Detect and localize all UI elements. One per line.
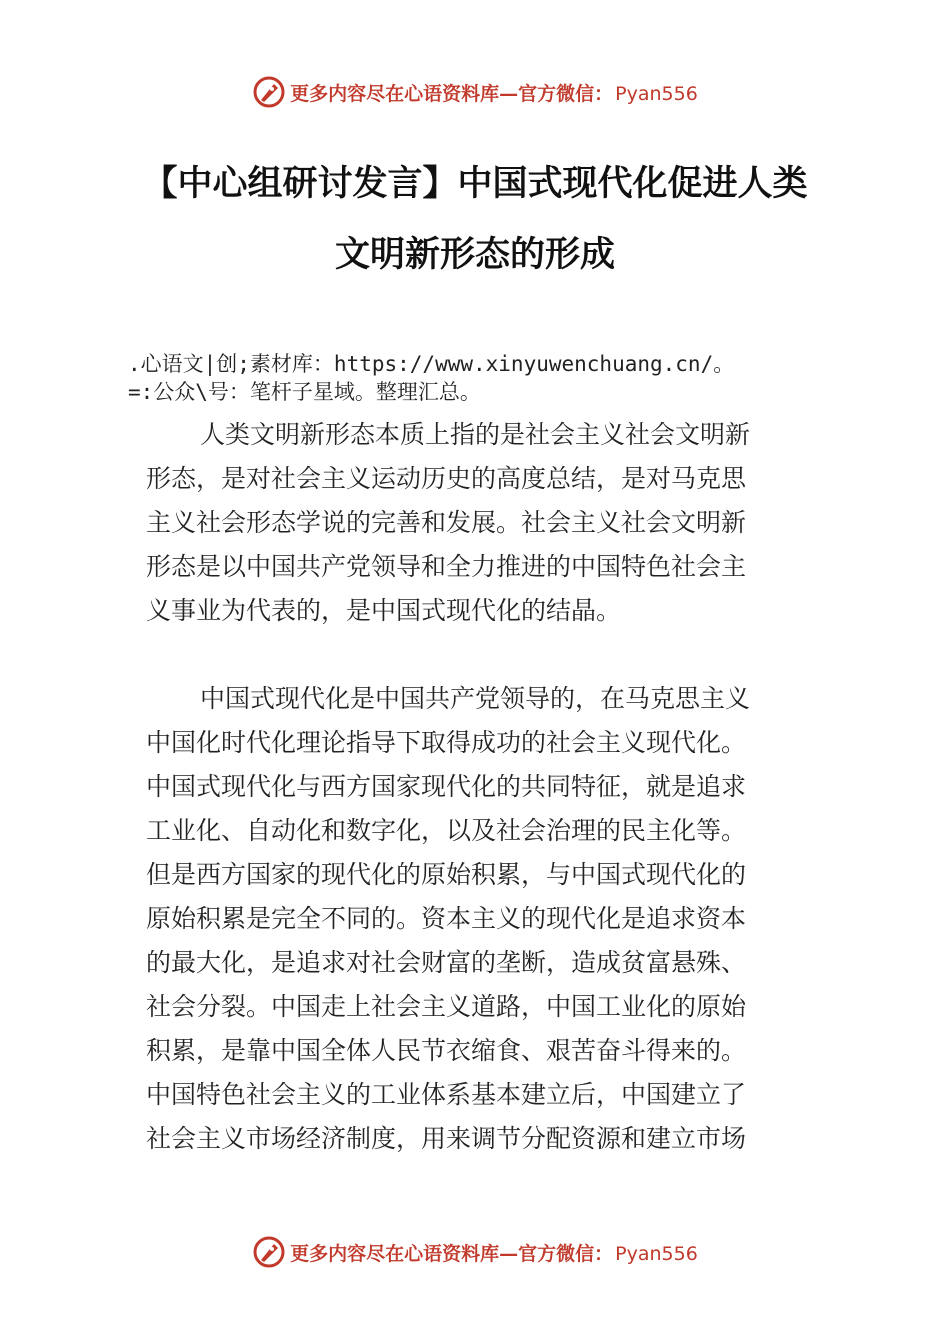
paragraph-line: 积累，是靠中国全体人民节衣缩食、艰苦奋斗得来的。 xyxy=(146,1036,747,1065)
wechat-id: Pyan556 xyxy=(615,1242,698,1265)
source-line-1: .心语文|创;素材库：https://www.xinyuwenchuang.cn/。 xyxy=(128,352,735,376)
banner-label: 更多内容尽在心语资料库—官方微信： xyxy=(290,1242,614,1265)
paragraph-line: 义事业为代表的，是中国式现代化的结晶。 xyxy=(146,596,622,625)
banner-text xyxy=(290,79,698,106)
banner-label: 更多内容尽在心语资料库—官方微信： xyxy=(290,82,614,105)
paragraph-line: 社会主义市场经济制度，用来调节分配资源和建立市场 xyxy=(146,1124,747,1153)
paragraph-line: 主义社会形态学说的完善和发展。社会主义社会文明新 xyxy=(146,508,747,537)
header-banner xyxy=(0,74,950,110)
paragraph-line: 中国式现代化是中国共产党领导的，在马克思主义 xyxy=(200,684,751,713)
paragraph-line: 中国特色社会主义的工业体系基本建立后，中国建立了 xyxy=(146,1080,747,1109)
page-title-line-2: 文明新形态的形成 xyxy=(334,235,615,275)
paragraph-line: 中国式现代化与西方国家现代化的共同特征，就是追求 xyxy=(146,772,747,801)
footer-banner xyxy=(0,1234,950,1270)
source-line-2: =:公众\号：笔杆子星域。整理汇总。 xyxy=(128,380,481,404)
pen-nib-logo-icon xyxy=(252,1235,286,1269)
paragraph-line: 的最大化，是追求对社会财富的垄断，造成贫富悬殊、 xyxy=(146,948,747,977)
banner-text xyxy=(290,1239,698,1266)
paragraph-line: 人类文明新形态本质上指的是社会主义社会文明新 xyxy=(200,420,751,449)
paragraph-line: 社会分裂。中国走上社会主义道路，中国工业化的原始 xyxy=(146,992,747,1021)
paragraph-line: 工业化、自动化和数字化，以及社会治理的民主化等。 xyxy=(146,816,747,845)
paragraph-line: 形态是以中国共产党领导和全力推进的中国特色社会主 xyxy=(146,552,747,581)
page-title-line-1: 【中心组研讨发言】中国式现代化促进人类 xyxy=(142,164,808,204)
paragraph-line: 原始积累是完全不同的。资本主义的现代化是追求资本 xyxy=(146,904,747,933)
paragraph-line: 但是西方国家的现代化的原始积累，与中国式现代化的 xyxy=(146,860,747,889)
paragraph-line: 中国化时代化理论指导下取得成功的社会主义现代化。 xyxy=(146,728,747,757)
pen-nib-logo-icon xyxy=(252,75,286,109)
paragraph-line: 形态，是对社会主义运动历史的高度总结，是对马克思 xyxy=(146,464,747,493)
wechat-id: Pyan556 xyxy=(615,82,698,105)
